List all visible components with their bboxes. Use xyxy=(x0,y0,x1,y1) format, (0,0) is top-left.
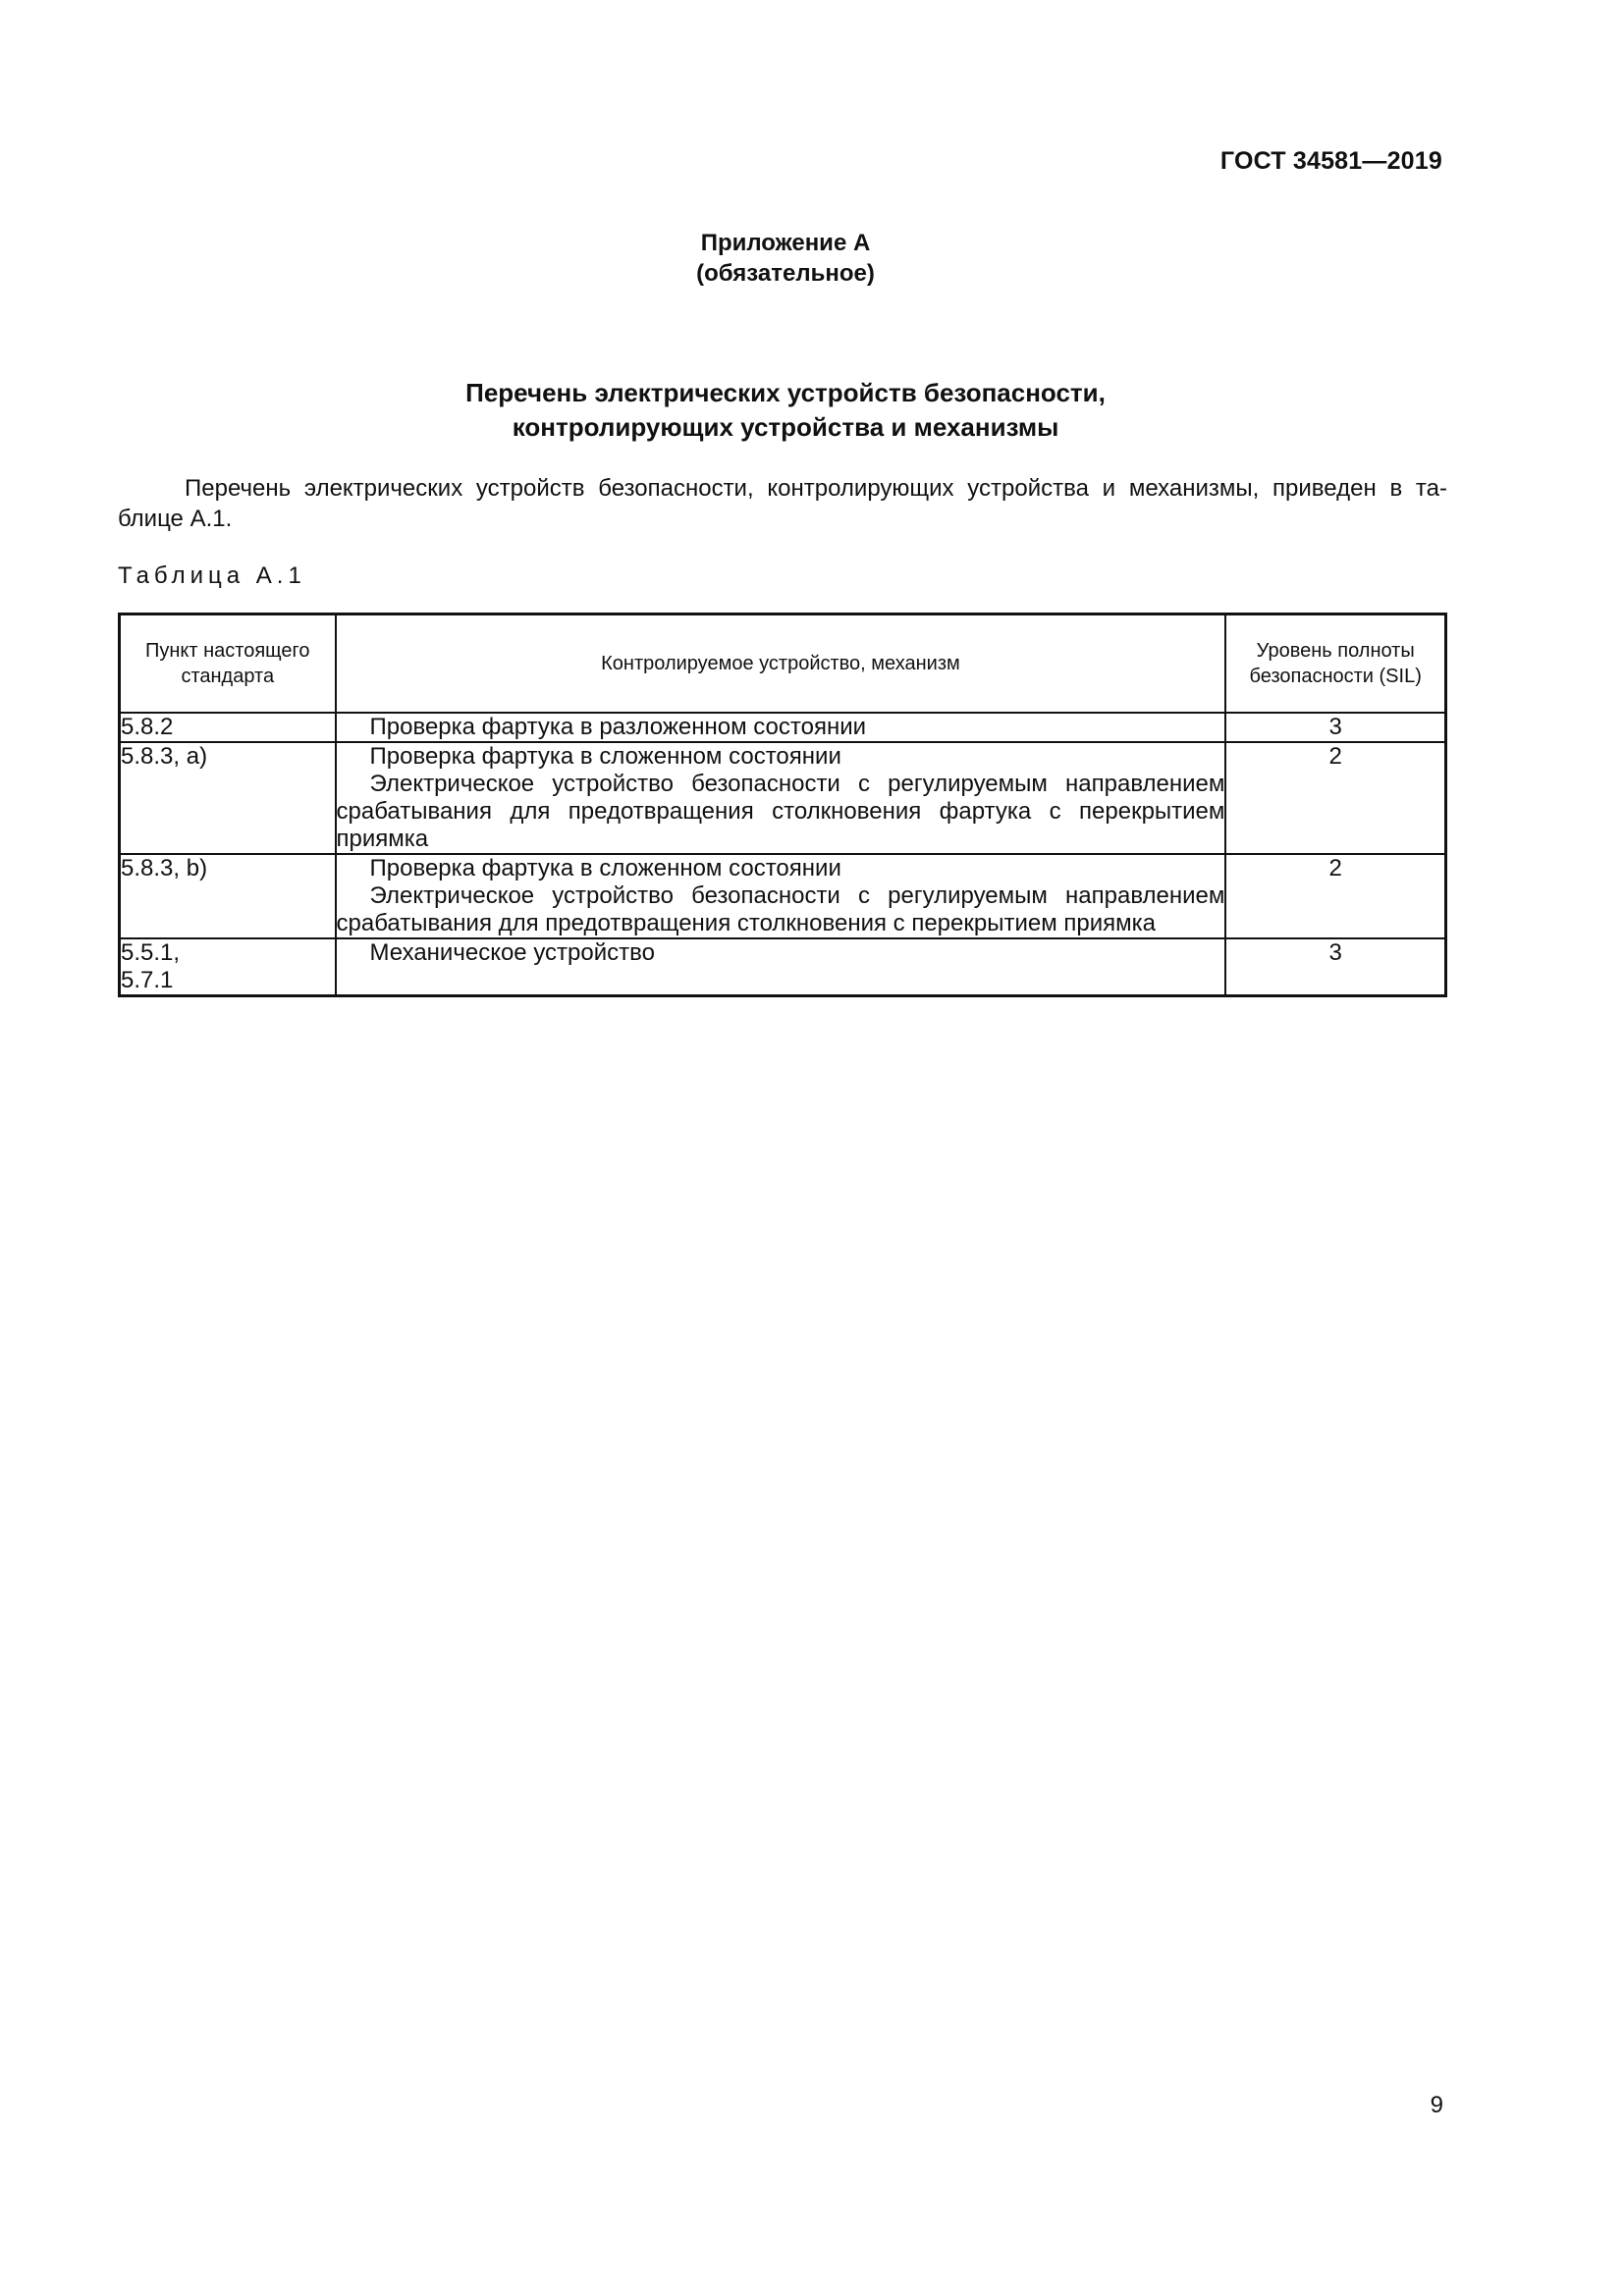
device-cell xyxy=(336,742,1226,854)
clause-text: 5.7.1 xyxy=(121,967,174,993)
header-device: Контролируемое устройство, механизм xyxy=(336,614,1226,714)
clause-cell xyxy=(120,938,336,996)
device-cell xyxy=(336,854,1226,938)
clause-cell xyxy=(120,742,336,854)
table-body xyxy=(120,713,1446,996)
device-cell xyxy=(336,938,1226,996)
clause-text: 5.8.2 xyxy=(121,714,174,740)
device-text: Электрическое устройство безопасности с регулируемым направлением срабатывания для предотвращения столкновения фартука с перекрытием приямка xyxy=(336,771,1225,852)
clause-text: 5.8.3, a) xyxy=(121,743,208,770)
section-title-line-2: контролирующих устройства и механизмы xyxy=(512,412,1059,442)
device-text: Проверка фартука в разложенном состоянии xyxy=(369,714,867,740)
intro-line-1: Перечень электрических устройств безопасности, контролирующих устройства и механизмы, приведен в та- xyxy=(185,475,1447,502)
safety-devices-table xyxy=(118,613,1447,997)
sil-cell: 2 xyxy=(1225,854,1445,938)
header-clause: Пункт настоящего стандарта xyxy=(120,614,336,714)
sil-cell: 3 xyxy=(1225,938,1445,996)
document-code: ГОСТ 34581—2019 xyxy=(1219,147,1442,175)
table-row xyxy=(120,938,1446,996)
device-cell xyxy=(336,713,1226,742)
intro-paragraph xyxy=(118,473,1447,534)
device-text: Электрическое устройство безопасности с регулируемым направлением срабатывания для предотвращения столкновения с перекрытием приямка xyxy=(336,882,1225,936)
section-title-line-1: Перечень электрических устройств безопасности, xyxy=(465,378,1106,407)
table-row xyxy=(120,742,1446,854)
page-number: 9 xyxy=(1430,2092,1443,2118)
device-text: Механическое устройство xyxy=(369,939,655,966)
table-caption: Таблица А.1 xyxy=(118,562,306,589)
sil-cell: 3 xyxy=(1225,713,1445,742)
device-text: Проверка фартука в сложенном состоянии xyxy=(369,855,841,881)
clause-cell xyxy=(120,854,336,938)
intro-line-2: блице А.1. xyxy=(118,506,233,532)
clause-text: 5.5.1, xyxy=(121,939,181,966)
table-header-row xyxy=(120,614,1446,714)
header-sil: Уровень полноты безопасности (SIL) xyxy=(1225,614,1445,714)
table-row xyxy=(120,713,1446,742)
annex-heading xyxy=(0,228,1571,289)
clause-cell xyxy=(120,713,336,742)
annex-status: (обязательное) xyxy=(696,260,875,287)
annex-title: Приложение А xyxy=(700,230,871,256)
sil-cell: 2 xyxy=(1225,742,1445,854)
device-text: Проверка фартука в сложенном состоянии xyxy=(369,743,841,770)
section-title xyxy=(0,376,1571,445)
table-row xyxy=(120,854,1446,938)
clause-text: 5.8.3, b) xyxy=(121,855,208,881)
